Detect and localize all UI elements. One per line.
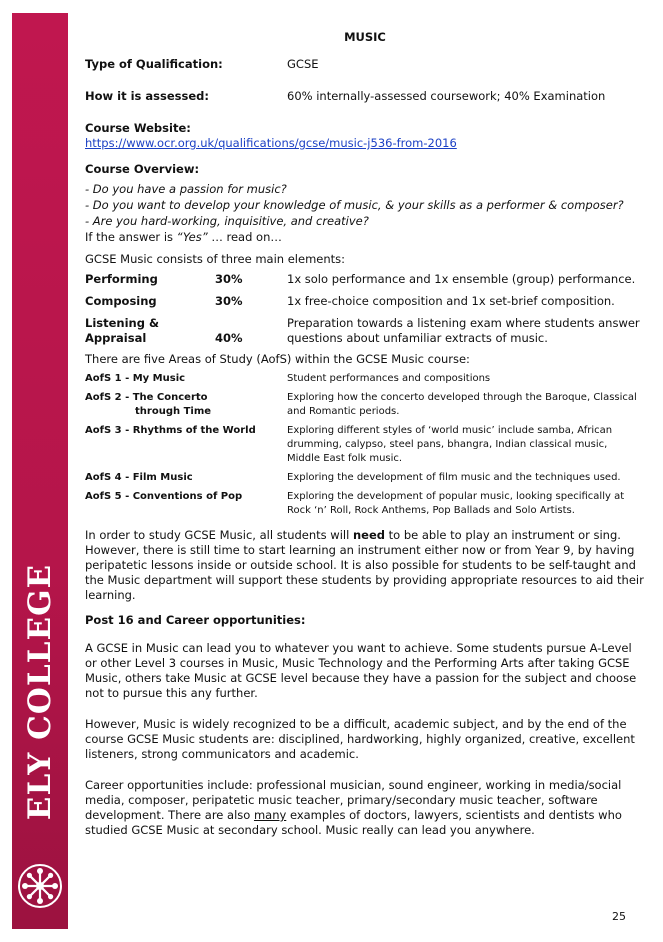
aofs-desc: Exploring the development of film music and the techniques used. [287,472,621,483]
study-paragraph [85,528,645,603]
element-percent: 30% [215,272,243,286]
study-text: to be able to play an instrument or sing. However, there is still time to start learning an instrument either now or from Year 9, by having peripatetic lessons inside or outside school. It is also possible for students to be self-taught and the Music department will support these students by providing appropriate resources to aid their learning. [85,528,644,602]
website-label: Course Website: [85,121,191,135]
element-row [85,272,645,294]
website-link[interactable]: https://www.ocr.org.uk/qualifications/gcse/music-j536-from-2016 [85,136,457,150]
aofs-name-line: through Time [135,406,212,417]
career-emphasis: many [253,808,287,822]
elements-table [85,272,645,346]
aofs-desc: Exploring how the concerto developed through the Baroque, Classical and Romantic periods. [287,392,637,417]
elements-intro: GCSE Music consists of three main elements: [85,252,346,266]
career-text: Career opportunities include: professional musician, sound engineer, working in media/social media, composer, peripatetic music teacher, primary/secondary music teacher, software development. There are also [85,778,622,822]
aofs-desc: Student performances and compositions [287,373,491,384]
aofs-desc: Exploring different styles of ‘world music’ include samba, African drumming, calypso, steel pans, bhangra, Indian classical music, Middle East folk music. [287,425,613,464]
qualification-row [85,57,645,72]
element-name-line: Appraisal [85,331,147,345]
element-name: Performing [85,272,158,286]
assessment-label: How it is assessed: [85,89,209,103]
aofs-name: AofS 1 - My Music [85,373,186,384]
aofs-row [85,372,642,391]
answer-prefix: If the answer is [85,230,177,244]
brand-block [12,563,68,821]
aofs-name: AofS 3 - Rhythms of the World [85,425,256,436]
aofs-row [85,471,642,490]
aofs-name-line: AofS 2 - The Concerto [85,392,208,403]
college-crest-icon [17,863,63,909]
aofs-table [85,372,642,518]
aofs-row [85,391,642,424]
element-percent: 40% [215,331,243,345]
overview-answer [85,230,645,245]
aofs-name [85,391,287,424]
aofs-row [85,424,642,471]
overview-question: - Do you have a passion for music? [85,182,287,196]
element-desc: 1x free-choice composition and 1x set-brief composition. [287,294,615,308]
study-emphasis: need [352,528,385,542]
assessment-value: 60% internally-assessed coursework; 40% Examination [287,89,606,103]
element-desc: Preparation towards a listening exam where students answer questions about unfamiliar extracts of music. [287,316,640,345]
post16-paragraph: A GCSE in Music can lead you to whatever you want to achieve. Some students pursue A-Level or other Level 3 courses in Music, Music Technology and the Performing Arts after taking GCSE Music, others take Music at GCSE level because they have a passion for the subject and choose not to pursue this any further. [85,641,637,700]
overview-question: - Do you want to develop your knowledge of music, & your skills as a performer & composer? [85,198,624,212]
page-number: 25 [612,910,626,923]
page-content [85,30,645,838]
assessment-row [85,89,645,104]
qualification-value: GCSE [287,57,319,71]
aofs-name: AofS 5 - Conventions of Pop [85,491,243,502]
page-title: MUSIC [344,30,386,44]
answer-yes: “Yes” [176,230,208,244]
post16-heading: Post 16 and Career opportunities: [85,613,306,627]
study-text: In order to study GCSE Music, all students will [85,528,353,542]
element-row [85,316,645,346]
aofs-desc: Exploring the development of popular music, looking specifically at Rock ‘n’ Roll, Rock Anthems, Pop Ballads and Solo Artists. [287,491,625,516]
overview-heading: Course Overview: [85,162,200,176]
brand-name: ELY COLLEGE [22,563,58,821]
post16-paragraph: However, Music is widely recognized to be a difficult, academic subject, and by the end of the course GCSE Music students are: disciplined, hardworking, highly organized, creative, excellent listeners, strong communicators and academic. [85,717,635,761]
element-row [85,294,645,316]
element-name-line: Listening & [85,316,159,330]
answer-suffix: … read on… [207,230,282,244]
element-name [85,316,215,346]
sidebar [12,13,68,929]
aofs-name: AofS 4 - Film Music [85,472,193,483]
element-name: Composing [85,294,157,308]
aofs-intro: There are five Areas of Study (AofS) within the GCSE Music course: [85,352,470,366]
post16-paragraph [85,778,645,838]
aofs-row [85,490,642,518]
element-desc: 1x solo performance and 1x ensemble (group) performance. [287,272,636,286]
element-percent: 30% [215,294,243,308]
career-text: examples of doctors, lawyers, scientists and dentists who studied GCSE Music at secondary school. Music really can lead you anywhere. [85,808,622,837]
overview-question: - Are you hard-working, inquisitive, and creative? [85,214,369,228]
qualification-label: Type of Qualification: [85,57,223,71]
